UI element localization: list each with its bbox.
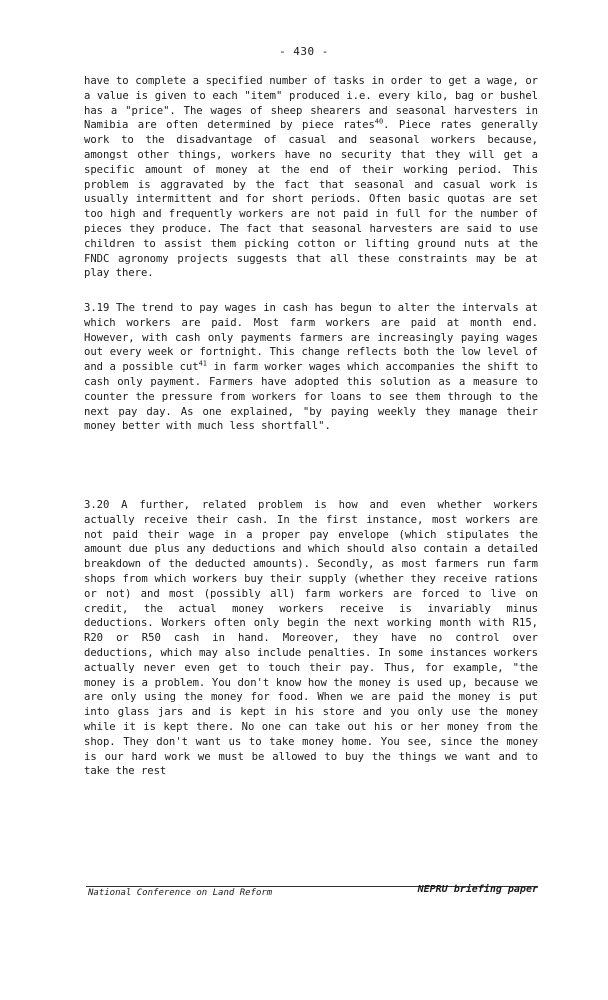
paragraph-3-20: [84, 498, 538, 779]
paragraph-text: have to complete a specified number of tasks in order to get a wage, or a value is given to each "item" produced i.e. every kilo, bag or bushel has a "price". The wages of sheep shearers and seasonal harvesters in Namibia are often determined by piece rates: [84, 75, 538, 132]
footer-conference-title: National Conference on Land Reform: [88, 888, 273, 898]
paragraph-text: . Piece rates generally work to the disadvantage of casual and seasonal workers because, amongst other things, workers have no security that they will get a specific amount of money at the end of their working period. This problem is aggravated by the fact that seasonal and casual work is usually intermittent and for short periods. Often basic quotas are set too high and frequently workers are not paid in full for the number of pieces they produce. The fact that seasonal harvesters are said to use children to assist them picking cotton or lifting ground nuts at the FNDC agronomy projects suggests that all these constraints may be at play there.: [84, 119, 539, 280]
page-number: - 430 -: [279, 45, 329, 58]
paragraph-text: 3.20 A further, related problem is how and even whether workers actually receive their cash. In the first instance, most workers are not paid their wage in a proper pay envelope (which stipulates the amount due plus any deductions and which should also contain a detailed breakdown of the deducted amounts). Secondly, as most farmers run farm shops from which workers buy their supply (whether they receive rations or not) and most (possibly all) farm workers are forced to live on credit, the actual money workers receive is invariably minus deductions. Workers often only begin the next working month with R15, R20 or R50 cash in hand. Moreover, they have no control over deductions, which may also include penalties. In some instances workers actually never even get to touch their pay. Thus, for example, "the money is a problem. You don't know how the money is used up, because we are only using the money for food. When we are paid the money is put into glass jars and is kept in his store and you only use the money while it is kept there. No one can take out his or her money from the shop. They don't want us to take money home. You see, since the money is our hard work we must be allowed to buy the things we want and to take the rest: [84, 499, 538, 778]
paragraph-text: in farm worker wages which accompanies the shift to cash only payment. Farmers have adopted this solution as a measure to counter the pressure from workers for loans to see them through to the next pay day. As one explained, "by paying weekly they manage their money better with much less shortfall".: [84, 361, 538, 433]
footnote-ref: 40: [374, 117, 384, 126]
footnote-ref: 41: [198, 359, 207, 368]
paragraph-piece-rates: [84, 74, 538, 281]
paragraph-3-19: [84, 301, 538, 434]
paragraph-text: 3.19 The trend to pay wages in cash has begun to alter the intervals at which workers are paid. Most farm workers are paid at month end. However, with cash only payments farmers are increasingly paying wages out every week or fortnight. This change reflects both the low level of and a possible cut: [84, 302, 538, 374]
footer-briefing-label: NEPRU briefing paper: [417, 884, 538, 895]
